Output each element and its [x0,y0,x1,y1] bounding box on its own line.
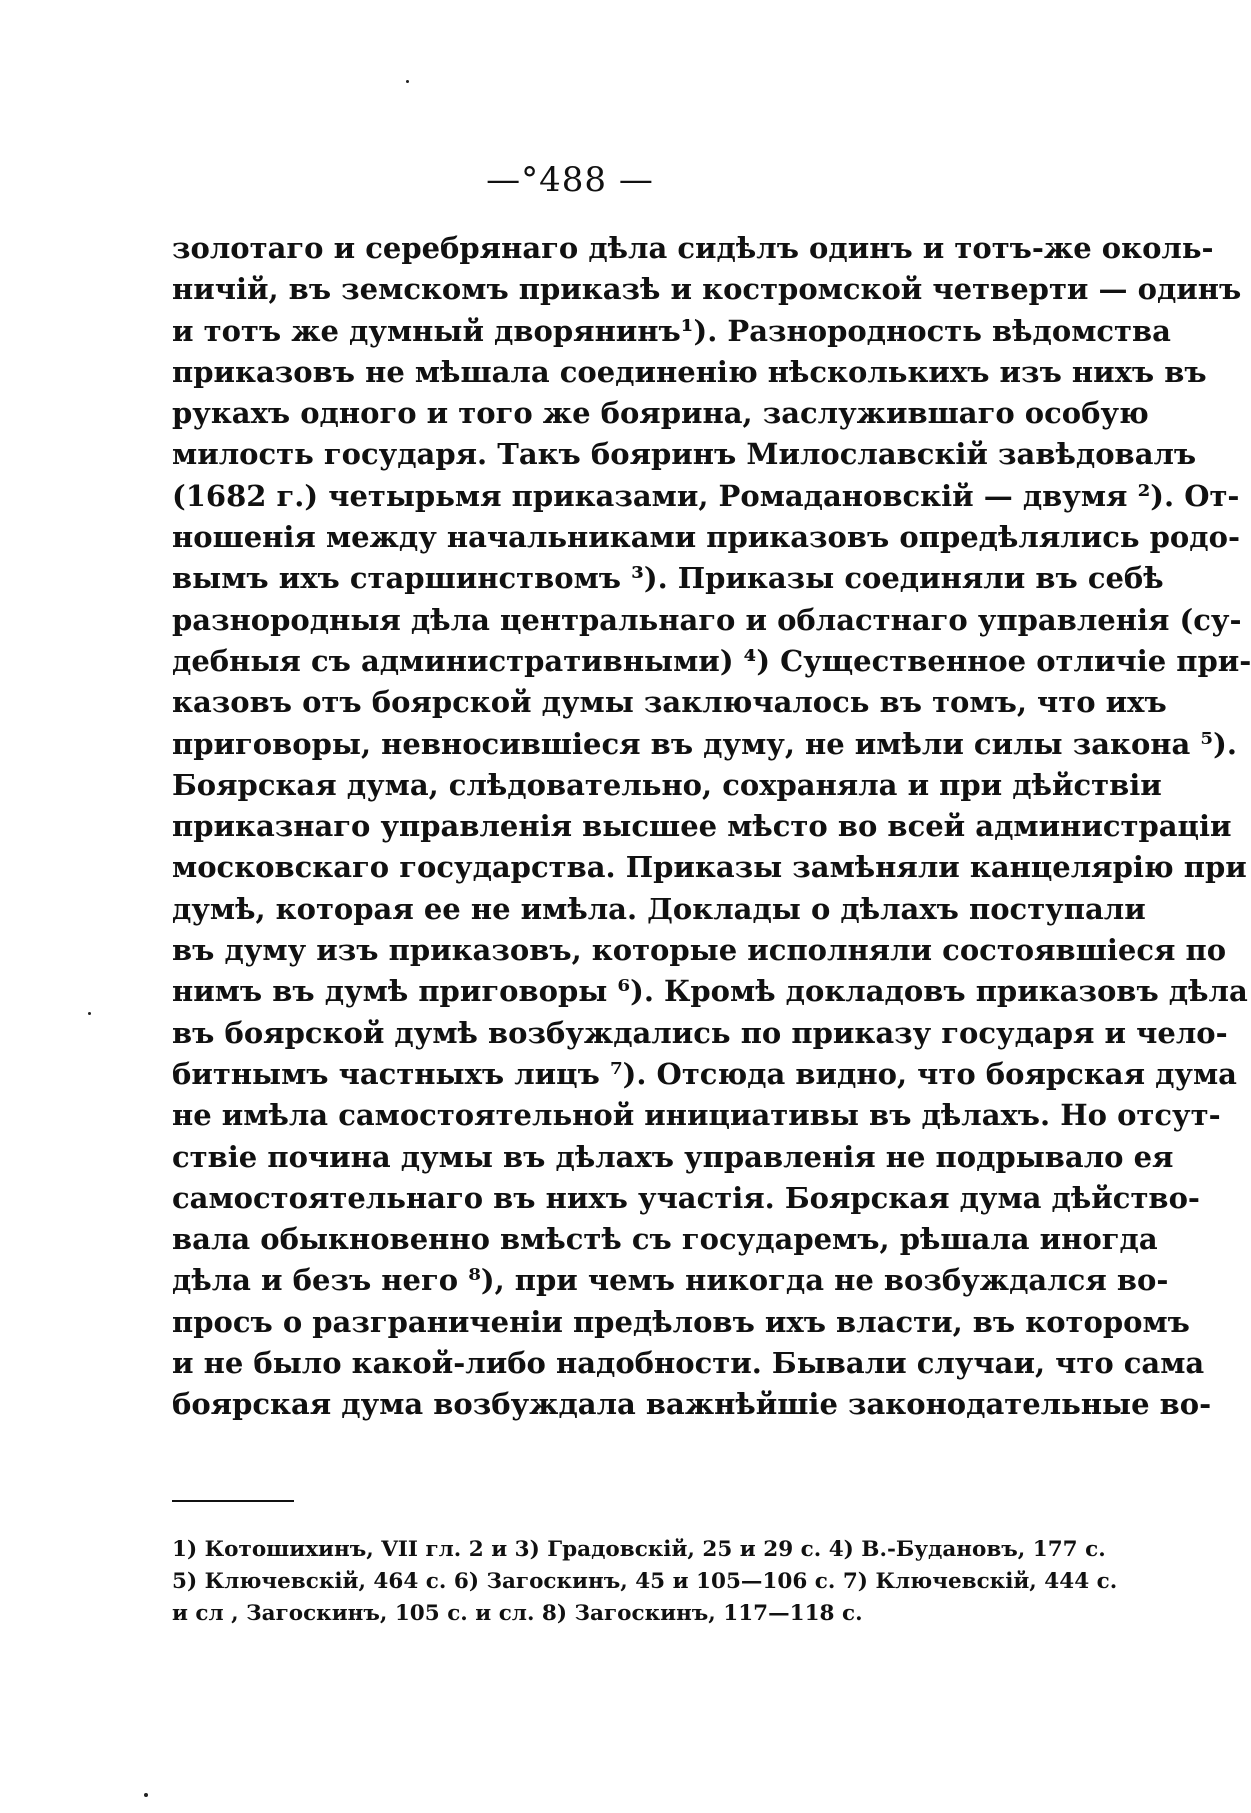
footnote-line: 5) Ключевскій, 464 с. 6) Загоскинъ, 45 и 105—106 с. 7) Ключевскій, 444 с. [172,1569,1118,1594]
text-line: приговоры, невносившіеся въ думу, не имѣли силы закона ⁵). [172,726,1237,761]
text-line: приказнаго управленія высшее мѣсто во всей администраціи [172,809,1232,844]
footnote-line: 1) Котошихинъ, VII гл. 2 и 3) Градовскій, 25 и 29 с. 4) В.-Будановъ, 177 с. [172,1537,1106,1562]
scan-speck [88,1012,91,1015]
text-line: ничій, въ земскомъ приказѣ и костромской четверти — одинъ [172,272,1242,307]
text-line: Боярская дума, слѣдовательно, сохраняла и при дѣйствіи [172,767,1162,802]
text-line: дебныя съ административными) ⁴) Существенное отличіе при- [172,643,1251,678]
text-line: (1682 г.) четырьмя приказами, Ромадановскій — двумя ²). От- [172,478,1240,513]
text-line: не имѣла самостоятельной инициативы въ дѣлахъ. Но отсут- [172,1098,1221,1133]
body-text [172,228,1251,1426]
text-line: боярская дума возбуждала важнѣйшіе законодательные во- [172,1387,1212,1422]
text-line: и тотъ же думный дворянинъ¹). Разнородность вѣдомства [172,313,1171,348]
text-line: въ думу изъ приказовъ, которые исполняли состоявшіеся по [172,933,1227,968]
text-line: милость государя. Такъ бояринъ Милославскій завѣдовалъ [172,437,1197,472]
footnotes [172,1534,1118,1630]
text-line: казовъ отъ боярской думы заключалось въ томъ, что ихъ [172,685,1167,720]
footnote-line: и сл , Загоскинъ, 105 с. и сл. 8) Загоскинъ, 117—118 с. [172,1601,863,1626]
text-line: золотаго и серебрянаго дѣла сидѣлъ одинъ и тотъ-же околь- [172,231,1214,265]
text-line: вала обыкновенно вмѣстѣ съ государемъ, рѣшала иногда [172,1222,1158,1257]
page-number: —°488 — [486,160,654,200]
text-line: думѣ, которая ее не имѣла. Доклады о дѣлахъ поступали [172,891,1146,926]
text-line: битнымъ частныхъ лицъ ⁷). Отсюда видно, что боярская дума [172,1056,1237,1091]
text-line: вымъ ихъ старшинствомъ ³). Приказы соединяли въ себѣ [172,561,1164,596]
text-line: самостоятельнаго въ нихъ участія. Боярская дума дѣйство- [172,1180,1200,1215]
text-line: ствіе почина думы въ дѣлахъ управленія не подрывало ея [172,1139,1174,1174]
text-line: приказовъ не мѣшала соединенію нѣсколькихъ изъ нихъ въ [172,354,1207,389]
text-line: дѣла и безъ него ⁸), при чемъ никогда не возбуждался во- [172,1263,1169,1298]
text-line: разнородныя дѣла центральнаго и областнаго управленія (су- [172,602,1242,637]
text-line: рукахъ одного и того же боярина, заслужившаго особую [172,396,1149,431]
footnote-separator [172,1500,294,1502]
scan-speck [406,80,409,83]
text-line: просъ о разграниченіи предѣловъ ихъ власти, въ которомъ [172,1304,1190,1339]
text-line: въ боярской думѣ возбуждались по приказу государя и чело- [172,1015,1228,1050]
scan-speck [144,1793,148,1797]
text-line: и не было какой-либо надобности. Бывали случаи, что сама [172,1346,1205,1381]
text-line: ношенія между начальниками приказовъ опредѣлялись родо- [172,520,1240,555]
text-line: нимъ въ думѣ приговоры ⁶). Кромѣ докладовъ приказовъ дѣла [172,974,1248,1009]
text-line: московскаго государства. Приказы замѣняли канцелярію при [172,850,1247,885]
